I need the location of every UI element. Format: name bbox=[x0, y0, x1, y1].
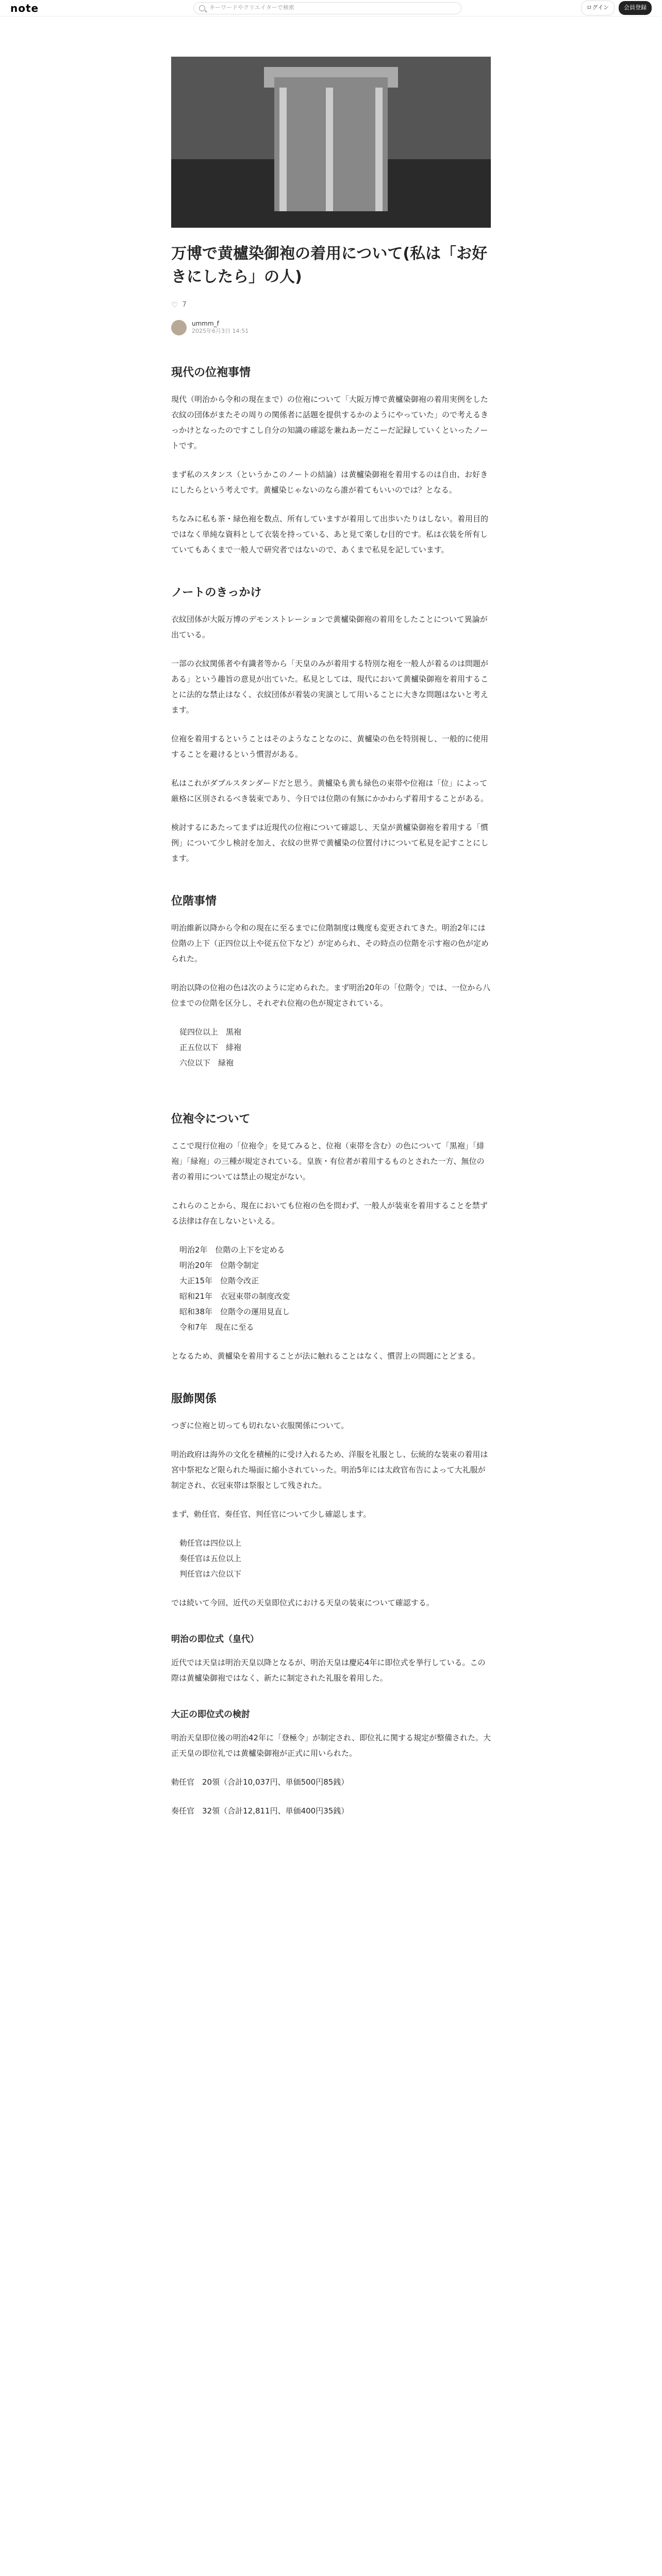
author-name[interactable]: ummm_f bbox=[192, 319, 219, 327]
list-item: 正五位以下 緋袍 bbox=[179, 1042, 242, 1052]
like-row bbox=[171, 298, 491, 313]
section-heading: 明治の即位式（皇代） bbox=[171, 1634, 259, 1645]
paragraph: 現代（明治から令和の現在まで）の位袍について「大阪万博で黄櫨染御袍の着用実例をした衣紋の団体がまたその周りの関係者に話題を提供するかのようにやっていた」ので考えるきっかけとなったのですこし自分の知識の確認を兼ねあーだこーだ記録していくといったノートです。 bbox=[171, 394, 489, 450]
paragraph: つぎに位袍と切っても切れない衣服関係について。 bbox=[171, 1420, 349, 1430]
post-date: 2025年6月3日 14:51 bbox=[192, 328, 249, 335]
section-heading: 大正の即位式の検討 bbox=[171, 1709, 250, 1720]
paragraph: 近代では天皇は明治天皇以降となるが、明治天皇は慶応4年に即位式を挙行している。この際は黄櫨染御袍ではなく、新たに制定された礼服を着用した。 bbox=[171, 1657, 486, 1683]
paragraph: ちなみに私も茶・緑色袍を数点、所有していますが着用して出歩いたりはしない。着用目的ではなく単純な資料として衣装を持っている、あと見て楽しむ目的です。私は衣装を所有していてもあくまで一般人で研究者ではないので、あくまで私見を記しています。 bbox=[171, 514, 489, 554]
list-item: 判任官は六位以下 bbox=[179, 1569, 242, 1579]
section-heading: 服飾関係 bbox=[171, 1392, 217, 1405]
paragraph: 明治天皇即位後の明治42年に「登極令」が制定され、即位礼に関する規定が整備された。大正天皇の即位礼では黄櫨染御袍が正式に用いられた。 bbox=[171, 1733, 491, 1758]
paragraph: では続いて今回、近代の天皇即位式における天皇の装束について確認する。 bbox=[171, 1598, 434, 1607]
list-item: 明治2年 位階の上下を定める bbox=[179, 1245, 285, 1255]
paragraph: 位袍を着用するということはそのようなことなのに、黄櫨染の色を特別視し、一般的に使用することを避けるという慣習がある。 bbox=[171, 734, 489, 759]
list-item: 昭和38年 位階令の運用見直し bbox=[179, 1307, 290, 1316]
note-logo[interactable]: note bbox=[10, 2, 39, 14]
paragraph: 検討するにあたってまずは近現代の位袍について確認し、天皇が黄櫨染御袍を着用する「慣例」について少し検討を加え、衣紋の世界で黄櫨染の位置付けについて私見を記すことにします。 bbox=[171, 822, 489, 863]
paragraph: 明治以降の位袍の色は次のように定められた。まず明治20年の「位階令」では、一位から八位までの位階を区分し、それぞれ位袍の色が規定されている。 bbox=[171, 982, 491, 1008]
author-block bbox=[171, 320, 491, 335]
paragraph: となるため、黄櫨染を着用することが法に触れることはなく、慣習上の問題にとどまる。 bbox=[171, 1351, 481, 1361]
list-item: 奏任官は五位以上 bbox=[179, 1553, 242, 1563]
hero-image bbox=[171, 57, 491, 228]
article-body bbox=[171, 364, 491, 1819]
paragraph: 一部の衣紋関係者や有識者等から「天皇のみが着用する特別な袍を一般人が着るのは問題がある」という趣旨の意見が出ていた。私見としては、現代において黄櫨染御袍を着用することに法的な禁止はなく、衣紋団体が着装の実演として用いることに大きな問題はないと考えます。 bbox=[171, 658, 489, 715]
paragraph: 勅任官 20領（合計10,037円、単価500円85銭） bbox=[171, 1777, 349, 1787]
list-item: 昭和21年 衣冠束帯の制度改変 bbox=[179, 1291, 290, 1301]
list bbox=[171, 1024, 491, 1071]
login-button[interactable]: ログイン bbox=[581, 1, 615, 15]
article bbox=[171, 0, 491, 1853]
top-bar bbox=[0, 0, 662, 16]
avatar[interactable] bbox=[171, 320, 187, 335]
section-heading: ノートのきっかけ bbox=[171, 586, 262, 599]
list-item: 令和7年 現在に至る bbox=[179, 1322, 254, 1332]
search-box[interactable] bbox=[193, 2, 461, 14]
signup-button[interactable]: 会員登録 bbox=[619, 1, 652, 15]
list bbox=[171, 1242, 491, 1335]
section-heading: 現代の位袍事情 bbox=[171, 366, 251, 379]
article-title: 万博で黄櫨染御袍の着用について(私は「お好きにしたら」の人) bbox=[171, 245, 488, 286]
heart-icon[interactable]: ♡ bbox=[171, 300, 178, 310]
section-heading: 位階事情 bbox=[171, 894, 217, 908]
search-placeholder: キーワードやクリエイターで検索 bbox=[209, 4, 294, 11]
paragraph: これらのことから、現在においても位袍の色を問わず、一般人が装束を着用することを禁ずる法律は存在しないといえる。 bbox=[171, 1200, 488, 1226]
paragraph: 明治政府は海外の文化を積極的に受け入れるため、洋服を礼服とし、伝統的な装束の着用は宮中祭祀など限られた場面に縮小されていった。明治5年には太政官布告によって大礼服が制定され、衣冠束帯は祭服として残された。 bbox=[171, 1449, 488, 1490]
search-icon bbox=[199, 5, 205, 11]
paragraph: まず私のスタンス（というかこのノートの結論）は黄櫨染御袍を着用するのは自由、お好きにしたらという考えです。黄櫨染じゃないのなら誰が着てもいいのでは？となる。 bbox=[171, 469, 488, 495]
list-item: 明治20年 位階令制定 bbox=[179, 1260, 259, 1270]
section-heading: 位袍令について bbox=[171, 1112, 251, 1126]
like-count: 7 bbox=[182, 300, 187, 309]
list bbox=[171, 1535, 491, 1582]
paragraph: 衣紋団体が大阪万博のデモンストレーションで黄櫨染御袍の着用をしたことについて異論が出ている。 bbox=[171, 614, 488, 639]
paragraph: 奏任官 32領（合計12,811円、単価400円35銭） bbox=[171, 1806, 349, 1816]
list-item: 勅任官は四位以上 bbox=[179, 1538, 242, 1548]
paragraph: 私はこれがダブルスタンダードだと思う。黄櫨染も黄も緑色の束帯や位袍は「位」によって厳格に区別されるべき装束であり、今日では位階の有無にかかわらず着用することがある。 bbox=[171, 778, 489, 803]
paragraph: まず、勅任官、奏任官、判任官について少し確認します。 bbox=[171, 1509, 371, 1519]
list-item: 従四位以上 黒袍 bbox=[179, 1027, 242, 1037]
list-item: 大正15年 位階令改正 bbox=[179, 1276, 259, 1285]
paragraph: ここで現行位袍の「位袍令」を見てみると、位袍（束帯を含む）の色について「黒袍」「緋袍」「緑袍」の三種が規定されている。皇族・有位者が着用するものとされた一方、無位の者の着用については禁止の規定がない。 bbox=[171, 1141, 485, 1181]
list-item: 六位以下 緑袍 bbox=[179, 1058, 234, 1067]
paragraph: 明治維新以降から令和の現在に至るまでに位階制度は幾度も変更されてきた。明治2年には位階の上下（正四位以上や従五位下など）が定められ、その時点の位階を示す袍の色が定められた。 bbox=[171, 923, 489, 963]
